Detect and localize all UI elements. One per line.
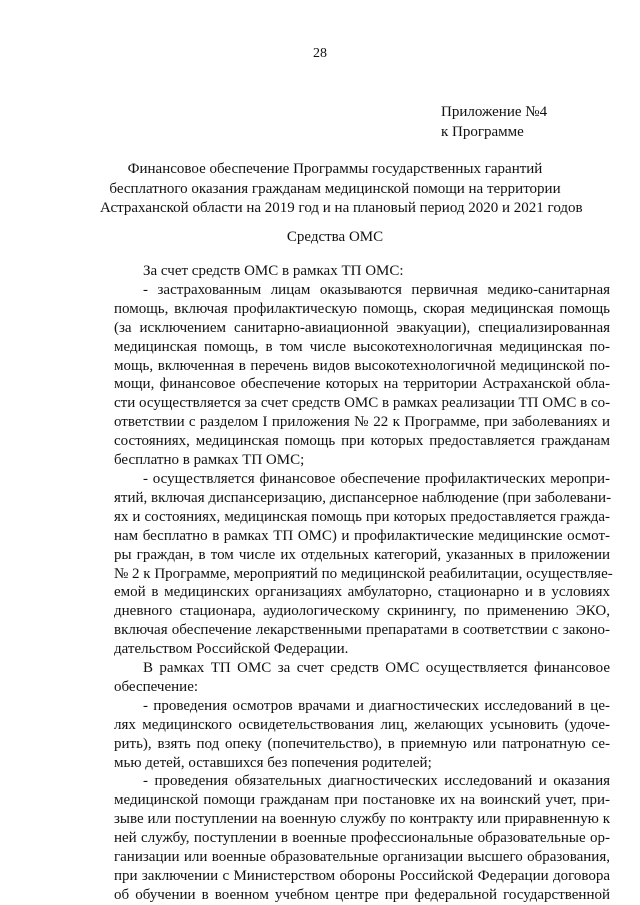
text-line: бесплатно в рамках ТП ОМС; bbox=[114, 452, 305, 469]
text-line: лях медицинского освидетельствования лиц, желающих усыновить (удоче- bbox=[114, 716, 610, 733]
text-line: помощь, включая профилактическую помощь, скорая медицинская помощь bbox=[114, 300, 610, 317]
text-line: зыве или поступлении на военную службу по контракту или приравненную к bbox=[114, 811, 610, 828]
title-line: Астраханской области на 2019 год и на плановый период 2020 и 2021 годов bbox=[100, 200, 583, 216]
text-line: состояниях, медицинская помощь при которых предоставляется гражданам bbox=[114, 433, 610, 450]
text-line: ответствии с разделом I приложения № 22 к Программе, при заболеваниях и bbox=[114, 414, 610, 431]
text-line: мощи, финансовое обеспечение которых на территории Астраханской обла- bbox=[114, 376, 610, 393]
text-line: ней службу, поступлении в военные профессиональные образовательные ор- bbox=[114, 830, 610, 847]
text-line: ганизации или военные образовательные организации высшего образования, bbox=[114, 849, 610, 866]
title-line: бесплатного оказания гражданам медицинской помощи на территории bbox=[109, 180, 561, 197]
section-title: Средства ОМС bbox=[286, 229, 384, 245]
text-line: мью детей, оставшихся без попечения родителей; bbox=[114, 754, 432, 771]
text-line: дневного стационара, аудиологическому скринингу, по применению ЭКО, bbox=[114, 603, 610, 620]
text-line: За счет средств ОМС в рамках ТП ОМС: bbox=[143, 263, 404, 279]
appendix-target: к Программе bbox=[441, 124, 524, 140]
body-text bbox=[114, 262, 613, 905]
text-line: - проведения обязательных диагностических исследований и оказания bbox=[143, 773, 610, 790]
text-line: ях и состояниях, медицинская помощь при которых предоставляется гражда- bbox=[114, 508, 610, 525]
page-number: 28 bbox=[313, 46, 327, 61]
text-line: дательством Российской Федерации. bbox=[114, 641, 349, 658]
text-line: - осуществляется финансовое обеспечение профилактических меропри- bbox=[143, 470, 610, 487]
text-line: - проведения осмотров врачами и диагностических исследований в це- bbox=[143, 697, 610, 714]
text-line: при заключении с Министерством обороны Российской Федерации договора bbox=[114, 868, 610, 884]
text-line: об обучении в военном учебном центре при федеральной государственной bbox=[114, 886, 610, 903]
text-line: (за исключением санитарно-авиационной эвакуации), специализированная bbox=[114, 319, 610, 336]
text-line: мощь, включенная в перечень видов высокотехнологичной медицинской по- bbox=[114, 357, 610, 374]
text-line: включая обеспечение лекарственными препаратами в соответствии с законо- bbox=[114, 622, 610, 639]
text-line: рить), взять под опеку (попечительство), в приемную или патронатную се- bbox=[114, 735, 610, 752]
text-line: - застрахованным лицам оказываются первичная медико-санитарная bbox=[143, 281, 610, 298]
text-line: обеспечение: bbox=[114, 678, 199, 695]
text-line: нам бесплатно в рамках ТП ОМС) и профилактические медицинские осмот- bbox=[114, 527, 610, 544]
text-line: емой в медицинских организациях амбулаторно, стационарно и в условиях bbox=[114, 584, 610, 601]
text-line: ры граждан, в том числе их отдельных категорий, указанных в приложении bbox=[114, 546, 610, 563]
title-line: Финансовое обеспечение Программы государственных гарантий bbox=[127, 161, 543, 177]
text-line: сти осуществляется за счет средств ОМС в рамках реализации ТП ОМС в со- bbox=[114, 395, 611, 412]
text-line: В рамках ТП ОМС за счет средств ОМС осуществляется финансовое bbox=[143, 660, 610, 677]
document-title bbox=[100, 160, 583, 219]
text-line: медицинской помощи гражданам при постановке их на воинский учет, при- bbox=[114, 792, 610, 809]
text-line: медицинская помощь, в том числе высокотехнологичная медицинская по- bbox=[114, 338, 610, 355]
appendix-number: Приложение №4 bbox=[441, 104, 548, 120]
text-line: ятий, включая диспансеризацию, диспансерное наблюдение (при заболевани- bbox=[114, 489, 612, 506]
text-line: № 2 к Программе, мероприятий по медицинской реабилитации, осуществляе- bbox=[114, 565, 613, 582]
appendix-reference bbox=[441, 102, 547, 142]
